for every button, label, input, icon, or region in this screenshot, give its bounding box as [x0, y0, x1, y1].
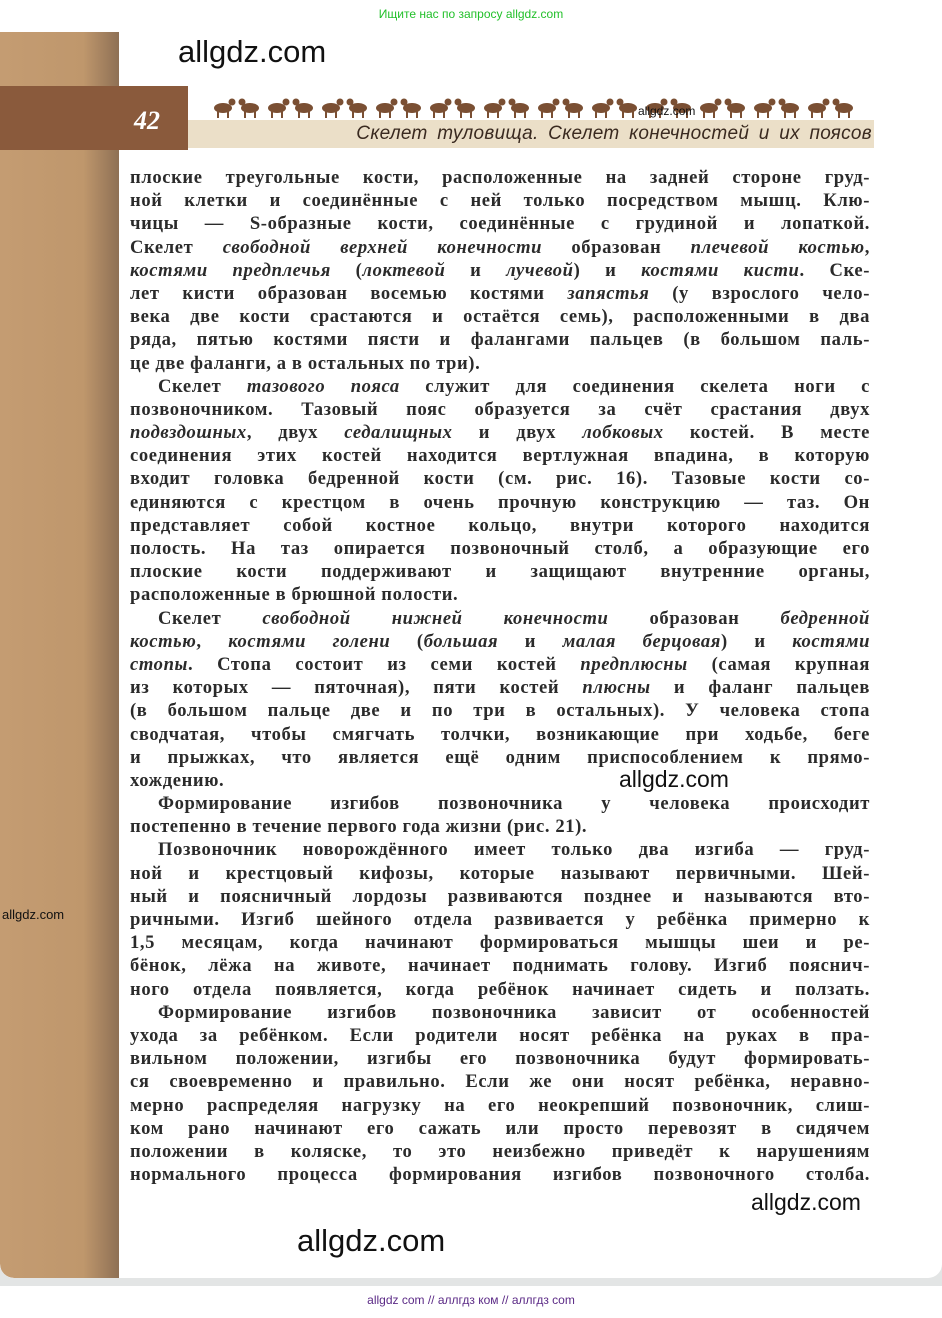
body-text — [130, 166, 870, 1186]
text-line — [130, 838, 870, 861]
text-line — [130, 676, 870, 699]
text-run: и — [445, 259, 507, 281]
text-line — [130, 444, 870, 467]
text-run: плоские треугольные кости, расположенные на задней стороне груд- — [130, 167, 870, 188]
text-run: и двух — [452, 422, 583, 444]
text-run: (в большом пальце две и по три в остальных). У человека стопа — [130, 700, 870, 722]
italic-term: малая берцовая — [562, 630, 721, 652]
text-run: 1,5 месяцам, когда начинают формироваться мышцы шеи и ре- — [130, 932, 870, 954]
animal-silhouette-icon — [700, 99, 722, 119]
text-line — [130, 908, 870, 931]
italic-term: свободной нижней конечности — [262, 607, 609, 629]
text-run: костей. В месте — [663, 422, 870, 444]
text-run: мерно распределяя нагрузку на его неокрепший позвоночник, слиш- — [130, 1094, 870, 1116]
text-line — [130, 885, 870, 908]
text-run: ухода за ребёнком. Если родители носят ребёнка на руках в пра- — [130, 1024, 870, 1046]
text-line — [130, 375, 870, 398]
text-run: ) и — [573, 259, 642, 281]
text-line — [130, 1117, 870, 1140]
animal-silhouette-icon — [322, 99, 344, 119]
text-run: (у взрослого чело- — [649, 282, 870, 304]
watermark-mid-right: allgdz.com — [619, 766, 729, 792]
watermark-bottom: allgdz.com — [297, 1223, 446, 1258]
text-line — [130, 189, 870, 212]
text-line — [130, 815, 587, 838]
text-line — [130, 398, 870, 421]
text-run: Формирование изгибов позвоночника зависит от особенностей — [158, 1001, 870, 1023]
italic-term: тазового пояса — [246, 375, 400, 397]
text-line — [130, 1094, 870, 1117]
italic-term: предплюсны — [580, 653, 688, 675]
text-run: служит для соединения скелета ноги с — [399, 375, 870, 397]
text-line — [130, 954, 870, 977]
text-run: лет кисти образован восемью костями — [130, 282, 568, 304]
text-run: Позвоночник новорождённого имеет только два изгиба — груд- — [158, 839, 870, 861]
animal-silhouette-icon — [484, 99, 506, 119]
animal-silhouette-icon — [239, 99, 260, 119]
text-run: , — [864, 236, 870, 258]
text-line — [130, 699, 870, 722]
running-title: Скелет туловища. Скелет конечностей и их поясов — [356, 123, 872, 144]
page-number: 42 — [134, 106, 160, 135]
text-line — [130, 630, 870, 653]
animal-silhouette-icon — [455, 99, 476, 119]
text-line — [130, 862, 870, 885]
text-line — [130, 607, 870, 630]
footer-links[interactable]: allgdz com // аллгдз ком // аллгдз com — [367, 1293, 575, 1307]
italic-term: бедренной — [780, 607, 870, 629]
animal-silhouettes-icon — [205, 94, 855, 120]
text-line — [130, 746, 870, 769]
text-line — [130, 1070, 870, 1093]
text-line — [130, 491, 870, 514]
animal-silhouette-icon — [538, 99, 560, 119]
text-run: Скелет — [130, 236, 223, 258]
animal-silhouette-icon — [563, 99, 584, 119]
text-run: ряда, пятью костями пясти и фалангами пальцев (в большом паль- — [130, 329, 870, 351]
animal-silhouette-icon — [754, 99, 776, 119]
italic-term: костями предплечья — [130, 259, 331, 281]
animal-silhouette-icon — [592, 99, 614, 119]
animal-silhouette-icon — [268, 99, 290, 119]
animal-silhouette-icon — [430, 99, 452, 119]
animal-silhouette-icon — [401, 99, 422, 119]
animal-silhouette-icon — [347, 99, 368, 119]
page-spine — [0, 32, 119, 1278]
text-line — [130, 514, 870, 537]
text-run: ) и — [720, 630, 793, 652]
text-line — [130, 259, 870, 282]
text-run: позвоночником. Тазовый пояс образуется за счёт срастания двух — [130, 398, 870, 420]
text-run: и фаланг пальцев — [650, 677, 870, 699]
text-line — [130, 1163, 870, 1186]
text-run: и — [498, 630, 563, 652]
text-run: из которых — пяточная), пяти костей — [130, 677, 583, 699]
watermark-bottom-right: allgdz.com — [751, 1189, 861, 1215]
text-run: века две кости срастаются и остаётся семь), расположенными в два — [130, 306, 870, 328]
italic-term: запястья — [567, 282, 650, 304]
animal-silhouette-icon — [509, 99, 530, 119]
text-line — [130, 583, 458, 606]
text-run: , двух — [246, 422, 345, 444]
italic-term: костями голени — [228, 630, 391, 652]
text-line — [130, 978, 870, 1001]
text-run: ный и поясничный лордозы развиваются позднее и называются вто- — [130, 885, 870, 907]
text-line — [130, 1047, 870, 1070]
text-line — [130, 537, 870, 560]
animal-silhouette-icon — [214, 99, 236, 119]
text-run: . Ске- — [799, 259, 870, 281]
text-run: , — [196, 630, 229, 652]
text-line — [130, 212, 870, 235]
animal-silhouette-icon — [617, 99, 638, 119]
text-line — [130, 653, 870, 676]
italic-term: плюсны — [582, 677, 651, 699]
animal-silhouette-icon — [376, 99, 398, 119]
watermark-band: allgdz.com — [638, 104, 696, 118]
text-run: ричными. Изгиб шейного отдела развивается у ребёнка примерно к — [130, 909, 870, 930]
text-run: положении в коляске, то это неизбежно приведёт к нарушениям — [130, 1140, 870, 1162]
text-run: (самая крупная — [687, 653, 870, 675]
italic-term: костями кисти — [641, 259, 800, 281]
text-run: . Стопа состоит из семи костей — [188, 653, 581, 675]
watermark-top: allgdz.com — [178, 34, 327, 69]
animal-silhouette-icon — [808, 99, 830, 119]
text-run: и прыжках, что является ещё одним приспособлением к прямо- — [130, 746, 870, 768]
text-run: Скелет — [158, 607, 263, 629]
animal-silhouette-icon — [725, 99, 746, 119]
text-run: постепенно в течение первого года жизни (рис. 21). — [130, 816, 588, 838]
running-title-band — [188, 120, 874, 148]
text-line — [130, 467, 870, 490]
text-run: образован — [608, 607, 781, 629]
animal-silhouette-icon — [779, 99, 800, 119]
page-number-box — [0, 86, 188, 150]
text-run: вильном положении, изгибы его позвоночника будут формировать- — [130, 1048, 870, 1070]
text-run: соединения этих костей находится вертлужная впадина, в которую — [130, 445, 870, 467]
text-run: плоские кости поддерживают и защищают внутренние органы, — [130, 561, 870, 583]
text-run: ( — [330, 259, 363, 281]
text-run: Формирование изгибов позвоночника у человека происходит — [158, 793, 870, 815]
text-run: бёнок, лёжа на животе, начинает поднимать голову. Изгиб пояснич- — [130, 955, 870, 977]
search-banner: Ищите нас по запросу allgdz.com — [378, 7, 564, 21]
text-run: Скелет — [158, 375, 247, 397]
italic-term: плечевой костью — [690, 236, 865, 258]
text-line — [130, 931, 870, 954]
italic-term: седалищных — [344, 422, 453, 444]
text-run: ного отдела появляется, когда ребёнок начинает сидеть и ползать. — [130, 978, 870, 1000]
text-line — [130, 1024, 870, 1047]
text-run: ком рано начинают его сажать или просто перевозят в сидячем — [130, 1117, 870, 1139]
text-run: входит головка бедренной кости (см. рис. 16). Тазовые кости со- — [130, 468, 870, 490]
text-run: единяются с крестцом в очень прочную конструкцию — таз. Он — [130, 491, 870, 513]
italic-term: костями — [792, 630, 871, 652]
text-line — [130, 352, 480, 375]
text-run: представляет собой костное кольцо, внутри которого находится — [130, 514, 870, 536]
text-line — [130, 1001, 870, 1024]
text-run: сводчатая, чтобы смягчать толчки, возникающие при ходьбе, беге — [130, 723, 870, 745]
text-run: ной и крестцовый кифозы, которые называют первичными. Шей- — [130, 862, 870, 884]
text-line — [130, 769, 224, 792]
text-run: расположенные в брюшной полости. — [130, 584, 459, 606]
text-line — [130, 723, 870, 746]
italic-term: локтевой — [362, 259, 446, 281]
italic-term: стопы — [130, 653, 189, 675]
text-run: чицы — S-образные кости, соединённые с грудиной и лопаткой. — [130, 213, 870, 235]
text-line — [130, 166, 870, 189]
italic-term: подвздошных — [130, 422, 247, 444]
text-line — [130, 282, 870, 305]
text-line — [130, 792, 870, 815]
text-line — [130, 236, 870, 259]
italic-term: свободной верхней конечности — [222, 236, 543, 258]
text-run: нормального процесса формирования изгибов позвоночного столба. — [130, 1164, 870, 1186]
text-run: хождению. — [130, 769, 225, 791]
text-run: образован — [542, 236, 691, 258]
text-run: ной клетки и соединённые с ней только посредством мышц. Клю- — [130, 190, 870, 212]
text-line — [130, 560, 870, 583]
text-line — [130, 421, 870, 444]
text-line — [130, 328, 870, 351]
text-run: ( — [390, 630, 424, 652]
animal-silhouette-icon — [293, 99, 314, 119]
text-run: полость. На таз опирается позвоночный столб, а образующие его — [130, 538, 870, 559]
italic-term: большая — [423, 630, 499, 652]
text-line — [130, 305, 870, 328]
text-run: це две фаланги, а в остальных по три). — [130, 352, 481, 374]
italic-term: лучевой — [506, 259, 574, 281]
watermark-left-margin: allgdz.com — [2, 907, 65, 922]
text-run: ся своевременно и правильно. Если же они носят ребёнка, неравно- — [130, 1071, 870, 1093]
text-line — [130, 1140, 870, 1163]
animal-silhouette-icon — [833, 99, 854, 119]
italic-term: лобковых — [582, 422, 664, 444]
italic-term: костью — [130, 630, 197, 652]
